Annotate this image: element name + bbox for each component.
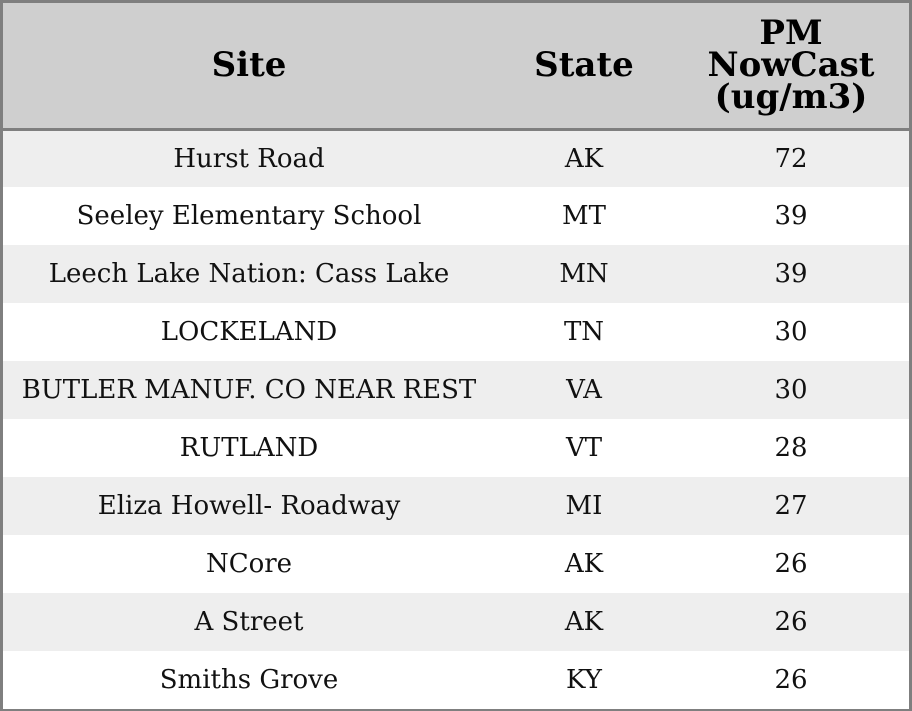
table-row	[3, 129, 909, 187]
cell-site: BUTLER MANUF. CO NEAR REST	[21, 375, 477, 405]
cell-site: RUTLAND	[179, 433, 319, 463]
cell-state: VA	[566, 375, 602, 405]
cell-pm-nowcast: 26	[774, 607, 808, 637]
cell-pm-nowcast: 28	[774, 433, 808, 463]
cell-pm-nowcast: 26	[774, 665, 808, 695]
header-row	[3, 3, 909, 129]
table-row	[3, 477, 909, 535]
table-header	[3, 3, 909, 129]
column-header-pm-line3: (ug/m3)	[714, 77, 868, 118]
cell-pm-nowcast: 72	[774, 143, 808, 174]
cell-site: Hurst Road	[173, 143, 325, 174]
cell-state: MN	[559, 259, 609, 289]
cell-state: KY	[566, 665, 602, 695]
table-body	[3, 129, 909, 709]
cell-site: Leech Lake Nation: Cass Lake	[48, 259, 450, 289]
column-header-site: Site	[3, 3, 495, 129]
cell-site: NCore	[205, 549, 293, 579]
column-header-pm-line2: NowCast	[707, 45, 875, 86]
cell-state: AK	[564, 143, 604, 174]
cell-state: AK	[564, 549, 604, 579]
cell-state: AK	[564, 607, 604, 637]
cell-pm-nowcast: 39	[774, 259, 808, 289]
table-row	[3, 361, 909, 419]
table-row	[3, 187, 909, 245]
cell-site: Seeley Elementary School	[76, 201, 422, 231]
cell-site: A Street	[194, 607, 304, 637]
table-row	[3, 593, 909, 651]
table-row	[3, 419, 909, 477]
column-header-pm-line1: PM	[759, 13, 823, 54]
cell-state: MI	[565, 491, 603, 521]
cell-site: Eliza Howell- Roadway	[97, 491, 401, 521]
cell-pm-nowcast: 26	[774, 549, 808, 579]
cell-pm-nowcast: 30	[774, 375, 808, 405]
table-row	[3, 651, 909, 709]
column-header-state: State	[495, 3, 673, 129]
cell-pm-nowcast: 30	[774, 317, 808, 347]
cell-site: LOCKELAND	[160, 317, 338, 347]
data-table	[3, 3, 909, 709]
table-row	[3, 303, 909, 361]
cell-state: MT	[562, 201, 606, 231]
cell-site: Smiths Grove	[159, 665, 339, 695]
cell-pm-nowcast: 27	[774, 491, 808, 521]
table-row	[3, 535, 909, 593]
table-row	[3, 245, 909, 303]
cell-pm-nowcast: 39	[774, 201, 808, 231]
cell-state: TN	[563, 317, 605, 347]
cell-state: VT	[565, 433, 603, 463]
column-header-pm-nowcast	[673, 3, 909, 129]
